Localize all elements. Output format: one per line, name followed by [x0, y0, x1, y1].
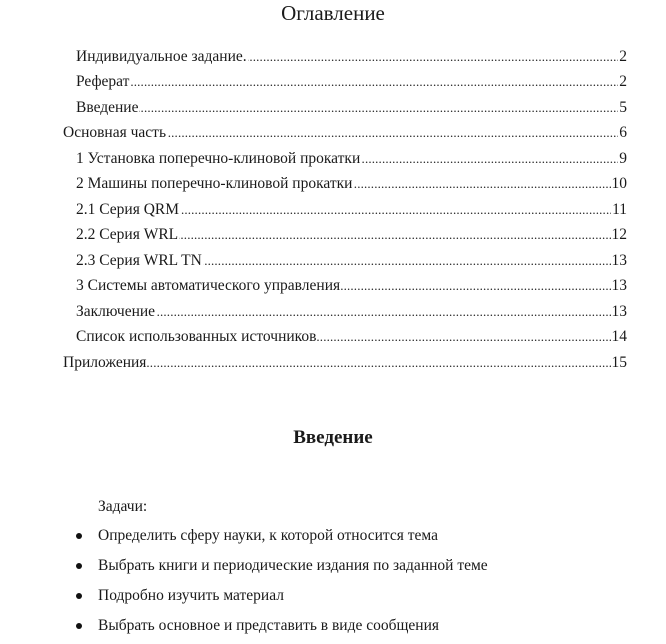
toc-entry-page: 5	[619, 98, 627, 116]
task-text: Выбрать основное и представить в виде сообщения	[98, 617, 440, 634]
toc-entry[interactable]	[63, 44, 627, 70]
toc-heading: Оглавление	[281, 1, 385, 25]
toc-entry-page: 2	[619, 73, 627, 91]
dot-leader	[179, 226, 610, 244]
dot-leader	[180, 201, 611, 219]
toc-entry[interactable]	[63, 274, 627, 300]
list-item	[0, 583, 488, 613]
toc-entry-page: 9	[619, 149, 627, 167]
toc-entry-text: Список использованных источников	[76, 328, 317, 346]
toc-entry[interactable]	[63, 95, 627, 121]
toc-entry-text: Приложения	[63, 353, 147, 371]
dot-leader	[317, 328, 610, 346]
task-text: Выбрать книги и периодические издания по заданной теме	[98, 557, 488, 574]
toc-entry[interactable]	[63, 172, 627, 198]
dot-leader	[353, 175, 610, 193]
dot-leader	[147, 354, 610, 372]
toc-entry[interactable]	[63, 197, 627, 223]
toc-entry-page: 10	[611, 175, 627, 193]
toc-entry[interactable]	[63, 146, 627, 172]
dot-leader	[156, 303, 610, 321]
list-item	[0, 613, 488, 643]
table-of-contents	[63, 44, 627, 376]
bullet-icon	[76, 593, 82, 599]
toc-entry-page: 13	[611, 251, 627, 269]
dot-leader	[203, 252, 611, 270]
toc-entry-text: 2 Машины поперечно-клиновой прокатки	[76, 175, 353, 193]
toc-entry-text: 2.1 Серия QRM	[76, 200, 180, 218]
toc-entry-text: Заключение	[76, 302, 156, 320]
toc-entry-text: 2.2 Серия WRL	[76, 226, 179, 244]
toc-entry-text: 3 Системы автоматического управления	[76, 277, 341, 295]
dot-leader	[341, 277, 610, 295]
dot-leader	[130, 73, 618, 91]
dot-leader	[167, 124, 618, 142]
toc-entry-text: Индивидуальное задание.	[76, 47, 247, 65]
tasks-list	[0, 523, 488, 643]
task-text: Подробно изучить материал	[98, 587, 284, 604]
toc-entry-page: 2	[619, 47, 627, 65]
toc-entry[interactable]	[63, 223, 627, 249]
toc-entry[interactable]	[63, 350, 627, 376]
toc-entry-page: 13	[611, 302, 627, 320]
toc-entry-text: Основная часть	[63, 124, 167, 142]
toc-entry-page: 12	[611, 226, 627, 244]
task-text: Определить сферу науки, к которой относится тема	[98, 527, 438, 544]
toc-entry-page: 13	[611, 277, 627, 295]
list-item	[0, 553, 488, 583]
bullet-icon	[76, 623, 82, 629]
toc-entry[interactable]	[63, 325, 627, 351]
toc-entry-text: 2.3 Серия WRL TN	[76, 251, 202, 269]
toc-entry-page: 14	[611, 328, 627, 346]
dot-leader	[248, 48, 619, 66]
toc-entry[interactable]	[63, 121, 627, 147]
list-item	[0, 523, 488, 553]
bullet-icon	[76, 533, 82, 539]
toc-entry-text: Реферат	[76, 73, 130, 91]
toc-entry-page: 15	[611, 353, 627, 371]
dot-leader	[361, 150, 618, 168]
toc-entry-text: 1 Установка поперечно-клиновой прокатки	[76, 149, 361, 167]
toc-entry-text: Введение	[76, 98, 139, 116]
toc-entry[interactable]	[63, 248, 627, 274]
dot-leader	[139, 99, 618, 117]
bullet-icon	[76, 563, 82, 569]
toc-entry-page: 11	[612, 200, 627, 218]
tasks-label: Задачи:	[98, 498, 148, 515]
toc-entry[interactable]	[63, 70, 627, 96]
intro-heading: Введение	[293, 427, 373, 448]
toc-entry-page: 6	[619, 124, 627, 142]
toc-entry[interactable]	[63, 299, 627, 325]
